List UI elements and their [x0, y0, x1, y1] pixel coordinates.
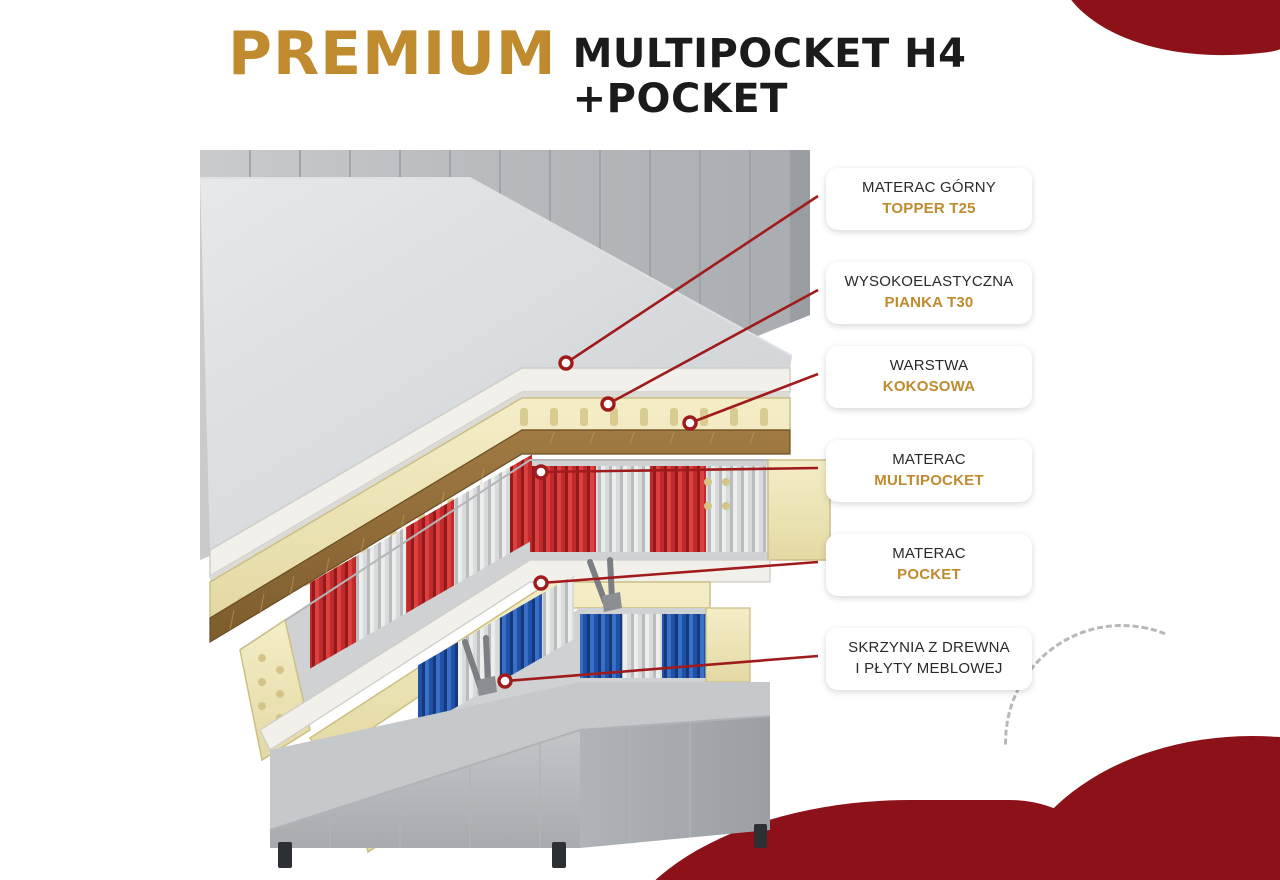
- callout-pocket-line2: POCKET: [897, 565, 961, 583]
- callout-topper[interactable]: [826, 168, 1032, 230]
- callout-foam-line2: PIANKA T30: [884, 293, 974, 311]
- callout-pocket-line1: MATERAC: [892, 545, 966, 562]
- callout-multipocket[interactable]: [826, 440, 1032, 502]
- callout-multipocket-line2: MULTIPOCKET: [874, 471, 984, 489]
- callout-box-line1: SKRZYNIA Z DREWNA: [848, 639, 1010, 656]
- callout-coconut-line1: WARSTWA: [889, 357, 969, 374]
- callout-foam[interactable]: [826, 262, 1032, 324]
- callout-pocket[interactable]: [826, 534, 1032, 596]
- title-model: [573, 24, 967, 122]
- callout-foam-line1: WYSOKOELASTYCZNA: [844, 273, 1014, 290]
- page-title: [228, 19, 1128, 122]
- callout-coconut[interactable]: [826, 346, 1032, 408]
- callout-box-line2: I PŁYTY MEBLOWEJ: [855, 659, 1003, 677]
- title-model-line2: +POCKET: [572, 75, 788, 122]
- callout-topper-line1: MATERAC GÓRNY: [862, 179, 996, 196]
- callout-box[interactable]: [826, 628, 1032, 690]
- title-premium: PREMIUM: [228, 19, 557, 89]
- callout-topper-line2: TOPPER T25: [882, 199, 976, 217]
- bed-illustration: [150, 130, 850, 870]
- callout-coconut-line2: KOKOSOWA: [882, 377, 976, 395]
- callout-multipocket-line1: MATERAC: [892, 451, 966, 468]
- title-model-line1: MULTIPOCKET H4: [572, 31, 967, 77]
